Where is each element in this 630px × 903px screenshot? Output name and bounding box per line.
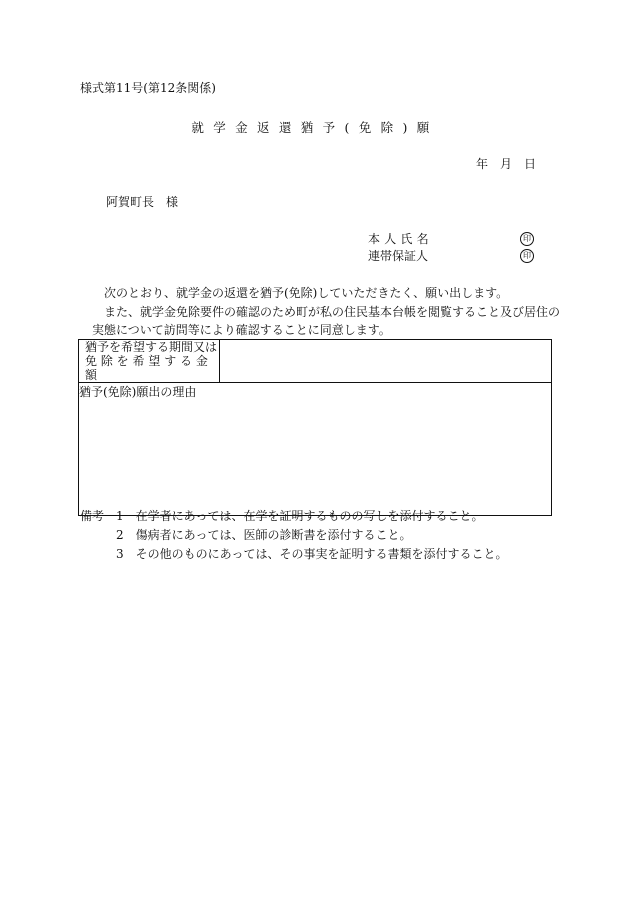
period-amount-value-cell[interactable] [220, 340, 552, 383]
note-item-2: 2 傷病者にあっては、医師の診断書を添付すること。 [116, 528, 412, 542]
notes-heading: 備考 [80, 509, 105, 523]
addressee: 阿賀町長 様 [106, 195, 179, 209]
application-table [78, 339, 552, 516]
note-item-3: 3 その他のものにあっては、その事実を証明する書類を添付すること。 [116, 547, 508, 561]
body-line-2: また、就学金免除要件の確認のため町が私の住民基本台帳を閲覧すること及び居住の [104, 305, 561, 319]
document-title: 就学金返還猶予(免除)願 [191, 120, 439, 135]
table-row [79, 340, 552, 383]
guarantor-label: 連帯保証人 [368, 249, 429, 263]
period-amount-label-line-1: 猶予を希望する期間又は [85, 340, 218, 354]
date-line: 年 月 日 [476, 157, 537, 171]
body-line-3: 実態について訪問等により確認することに同意します。 [92, 323, 391, 337]
table-row [79, 383, 552, 516]
seal-icon: 印 [520, 232, 534, 246]
reason-label: 猶予(免除)願出の理由 [79, 385, 197, 399]
applicant-name-label: 本人氏名 [368, 232, 433, 246]
period-amount-label-cell [79, 340, 220, 383]
reason-cell[interactable] [79, 383, 552, 516]
form-number-label: 様式第11号(第12条関係) [80, 81, 216, 95]
note-item-1: 1 在学者にあっては、在学を証明するものの写しを添付すること。 [116, 509, 484, 523]
period-amount-label-line-2: 免除を希望する金額 [85, 354, 212, 382]
seal-icon: 印 [520, 249, 534, 263]
body-line-1: 次のとおり、就学金の返還を猶予(免除)していただきたく、願い出します。 [104, 286, 509, 300]
